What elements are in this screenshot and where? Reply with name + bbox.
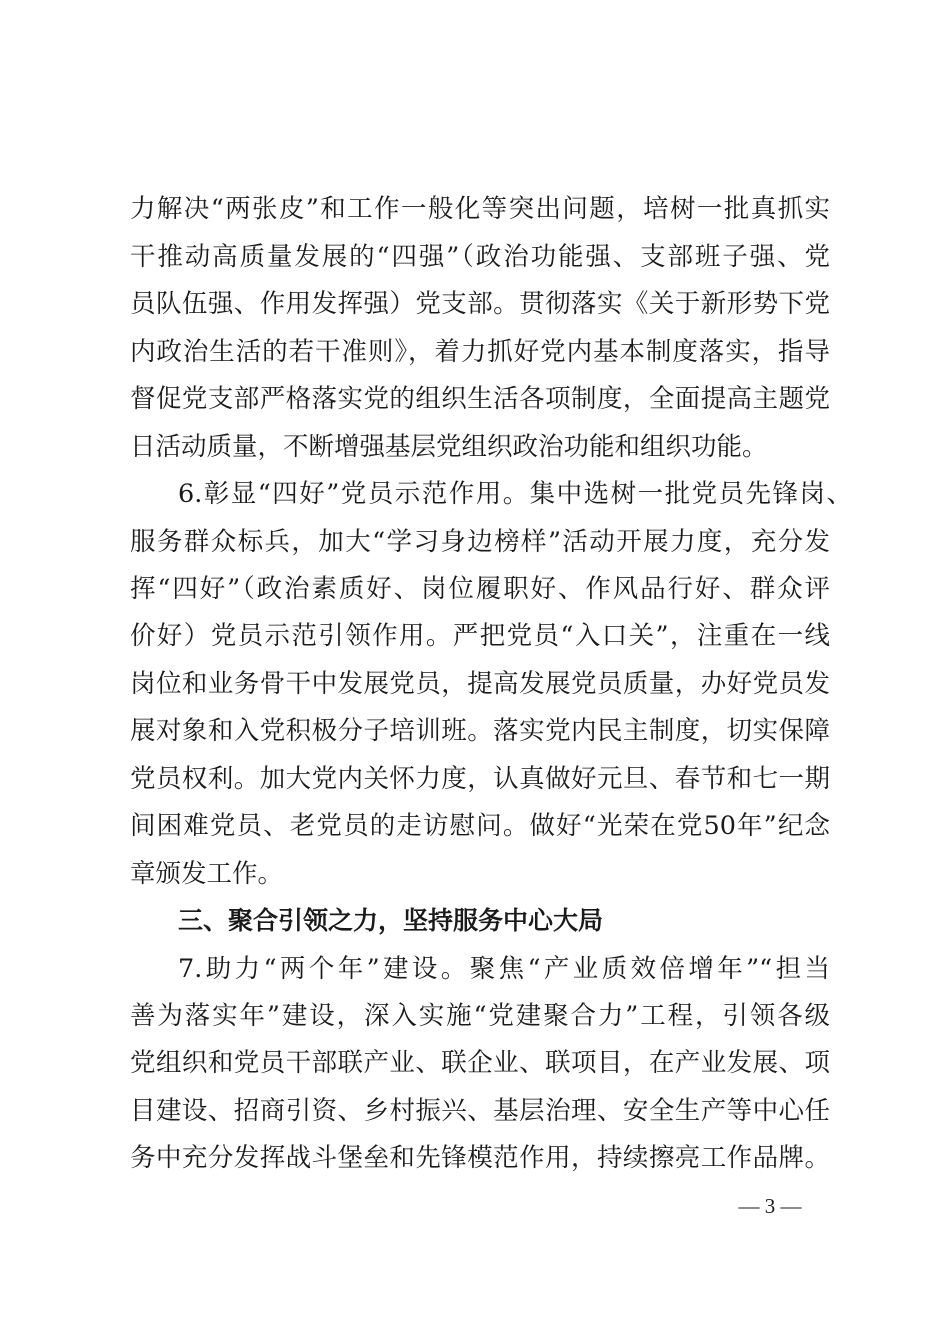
page-number: — 3 — <box>738 1194 802 1218</box>
item-7-first-line: 7.助力“两个年”建设。聚焦“产业质效倍增年”“担当 <box>178 954 830 984</box>
section-heading: 三、聚合引领之力，坚持服务中心大局 <box>178 906 604 935</box>
body-text-line: 善为落实年”建设，深入实施“党建聚合力”工程，引领各级 <box>130 1001 830 1031</box>
body-text-line: 内政治生活的若干准则》，着力抓好党内基本制度落实，指导 <box>130 337 830 367</box>
body-text-line: 日活动质量，不断增强基层党组织政治功能和组织功能。 <box>130 432 768 462</box>
body-text-line: 价好）党员示范引领作用。严把党员“入口关”，注重在一线 <box>130 621 830 651</box>
body-text-line: 员队伍强、作用发挥强）党支部。贯彻落实《关于新形势下党 <box>130 289 830 319</box>
body-text-line: 挥“四好”（政治素质好、岗位履职好、作风品行好、群众评 <box>130 574 830 604</box>
body-text-line: 力解决“两张皮”和工作一般化等突出问题，培树一批真抓实 <box>130 194 830 224</box>
body-text-line: 目建设、招商引资、乡村振兴、基层治理、安全生产等中心任 <box>130 1096 830 1126</box>
body-text-line: 服务群众标兵，加大“学习身边榜样”活动开展力度，充分发 <box>130 527 830 557</box>
body-text-line: 展对象和入党积极分子培训班。落实党内民主制度，切实保障 <box>130 716 830 746</box>
item-6-first-line: 6.彰显“四好”党员示范作用。集中选树一批党员先锋岗、 <box>178 479 852 509</box>
body-text-line: 督促党支部严格落实党的组织生活各项制度，全面提高主题党 <box>130 384 830 414</box>
body-text-line: 党员权利。加大党内关怀力度，认真做好元旦、春节和七一期 <box>130 764 830 794</box>
body-text-line: 间困难党员、老党员的走访慰问。做好“光荣在党50年”纪念 <box>130 811 830 841</box>
body-text-line: 章颁发工作。 <box>130 859 284 889</box>
body-text-line: 党组织和党员干部联产业、联企业、联项目，在产业发展、项 <box>130 1048 830 1078</box>
body-text-line: 干推动高质量发展的“四强”（政治功能强、支部班子强、党 <box>130 242 830 272</box>
body-text-line: 务中充分发挥战斗堡垒和先锋模范作用，持续擦亮工作品牌。 <box>130 1143 830 1173</box>
body-text-line: 岗位和业务骨干中发展党员，提高发展党员质量，办好党员发 <box>130 669 830 699</box>
